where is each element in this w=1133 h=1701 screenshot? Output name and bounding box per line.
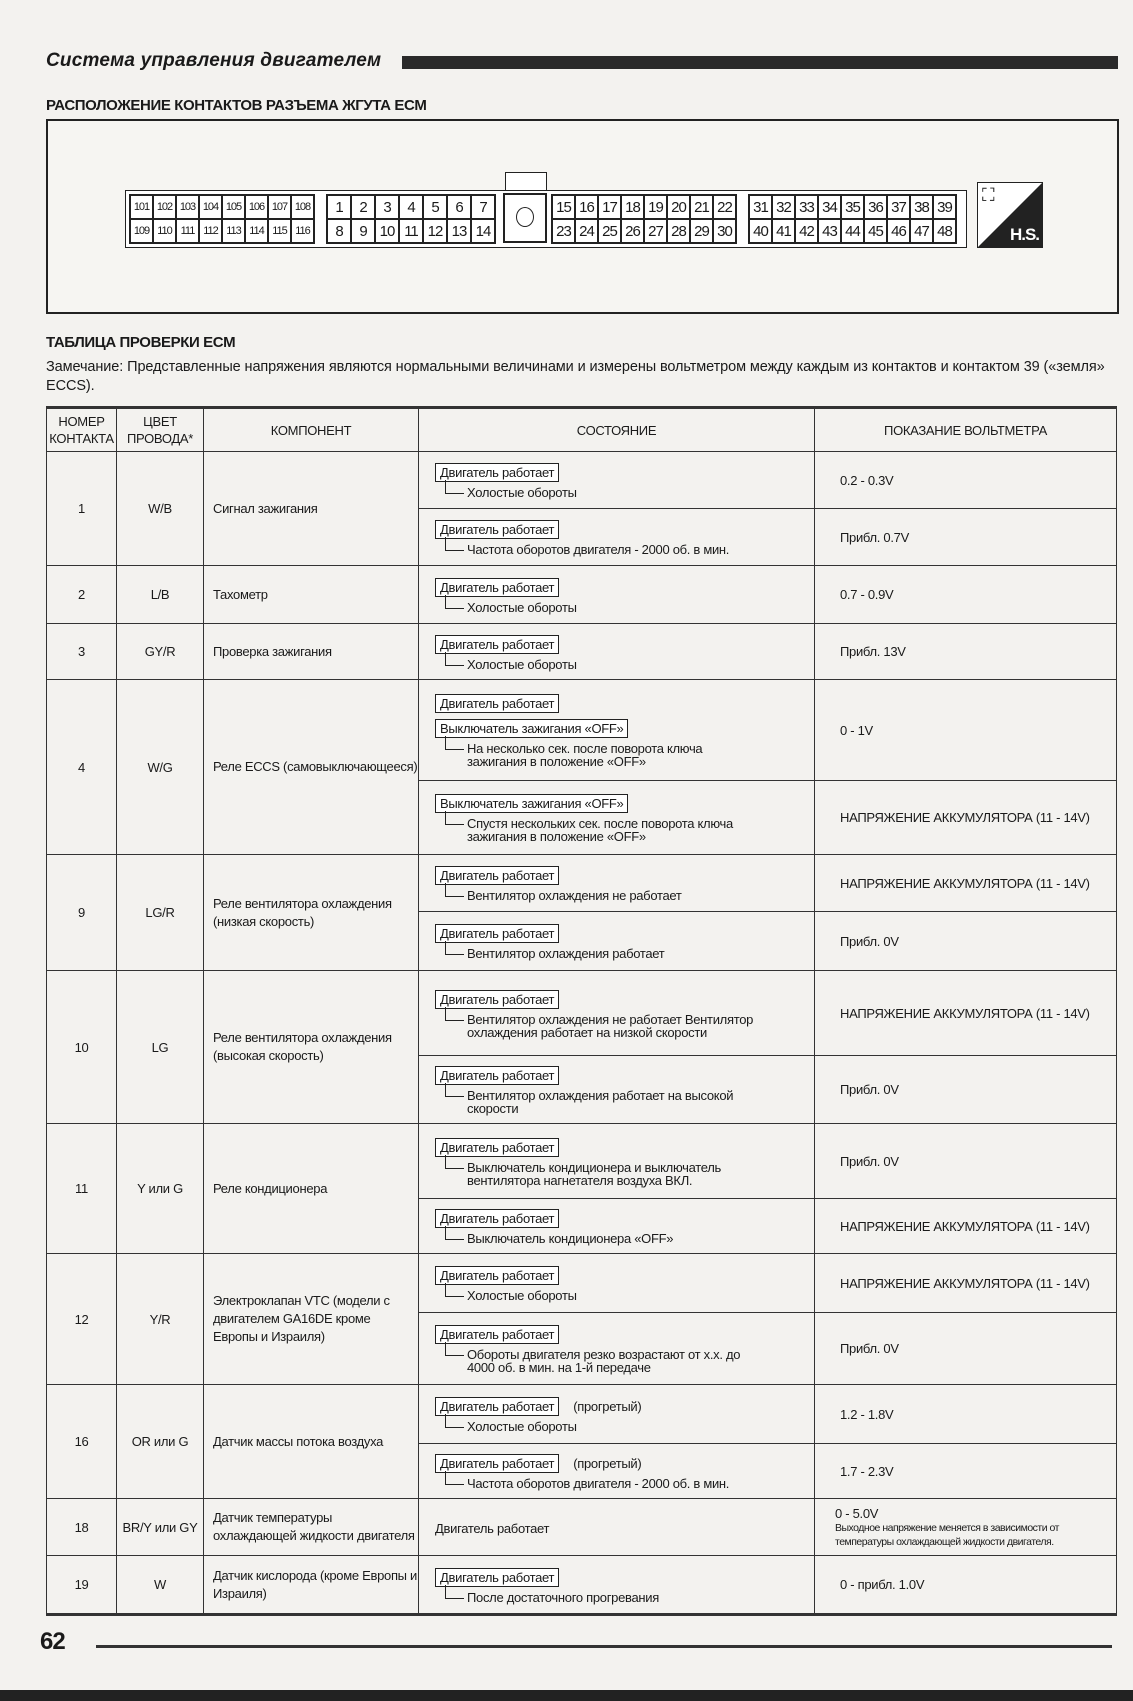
condition-line xyxy=(435,990,814,1009)
pin: 101 xyxy=(130,195,153,219)
footer-rule xyxy=(96,1645,1112,1648)
voltage-value: 0.7 - 0.9V xyxy=(840,587,894,602)
condition-line xyxy=(435,1266,814,1285)
voltage-cell xyxy=(815,509,1117,566)
condition-box: Двигатель работает xyxy=(435,1325,559,1344)
condition-branch: Выключатель кондиционера «OFF» xyxy=(445,1232,757,1245)
table-row xyxy=(47,855,1117,912)
pin: 13 xyxy=(447,219,471,243)
table-row xyxy=(47,1385,1117,1444)
pin: 42 xyxy=(795,219,818,243)
header-component: КОМПОНЕНТ xyxy=(204,408,419,452)
pin: 27 xyxy=(644,219,667,243)
connector-key xyxy=(503,193,547,243)
pin: 34 xyxy=(818,195,841,219)
pin: 8 xyxy=(327,219,351,243)
voltage-cell xyxy=(815,781,1117,855)
pin: 14 xyxy=(471,219,495,243)
condition-branch: Обороты двигателя резко возрастают от х.х. до 4000 об. в мин. на 1-й передаче xyxy=(445,1348,757,1374)
condition-branch: Вентилятор охлаждения работает xyxy=(445,947,757,960)
condition-box: Двигатель работает xyxy=(435,578,559,597)
wire-color: W xyxy=(117,1556,204,1615)
condition-line xyxy=(435,578,814,597)
pin: 107 xyxy=(268,195,291,219)
voltage-value: НАПРЯЖЕНИЕ АККУМУЛЯТОРА (11 - 14V) xyxy=(840,1275,1090,1291)
condition-branch: Холостые обороты xyxy=(445,658,757,671)
hs-label: H.S. xyxy=(1009,225,1039,244)
condition-branch: Холостые обороты xyxy=(445,1289,757,1302)
voltage-value: Прибл. 0V xyxy=(840,1153,899,1169)
pin: 24 xyxy=(575,219,598,243)
component-name: Реле ECCS (самовыключающееся) xyxy=(204,680,419,855)
pin-number: 9 xyxy=(47,855,117,971)
condition-line xyxy=(435,463,814,482)
voltage-cell xyxy=(815,1313,1117,1385)
wire-color: OR или G xyxy=(117,1385,204,1499)
wire-color: Y/R xyxy=(117,1254,204,1385)
condition-cell xyxy=(419,680,815,781)
condition-box: Двигатель работает xyxy=(435,866,559,885)
condition-cell xyxy=(419,1556,815,1615)
pin: 17 xyxy=(598,195,621,219)
voltage-value: 0 - 1V xyxy=(840,722,873,738)
condition-cell xyxy=(419,452,815,509)
condition-box: Двигатель работает xyxy=(435,1138,559,1157)
pin-number: 3 xyxy=(47,624,117,680)
condition-line xyxy=(435,1066,814,1085)
pin: 47 xyxy=(910,219,933,243)
voltage-cell xyxy=(815,452,1117,509)
pin-number: 2 xyxy=(47,566,117,624)
condition-box: Двигатель работает xyxy=(435,1209,559,1228)
table-row xyxy=(47,624,1117,680)
condition-note: (прогретый) xyxy=(573,1399,642,1414)
pin: 115 xyxy=(268,219,291,243)
condition-branch: Частота оборотов двигателя - 2000 об. в мин. xyxy=(445,1477,757,1490)
pin-number: 16 xyxy=(47,1385,117,1499)
condition-box: Двигатель работает xyxy=(435,1568,559,1587)
wire-color: W/B xyxy=(117,452,204,566)
condition-text: Двигатель работает xyxy=(435,1520,550,1536)
pin: 106 xyxy=(245,195,268,219)
condition-branch: На несколько сек. после поворота ключа зажигания в положение «OFF» xyxy=(445,742,757,768)
pin: 1 xyxy=(327,195,351,219)
condition-line xyxy=(435,1397,814,1416)
check-table-title: ТАБЛИЦА ПРОВЕРКИ ECM xyxy=(46,334,236,351)
pin: 26 xyxy=(621,219,644,243)
pin-group xyxy=(551,194,737,244)
pin: 112 xyxy=(199,219,222,243)
pin: 15 xyxy=(552,195,575,219)
component-name: Тахометр xyxy=(204,566,419,624)
voltage-value: НАПРЯЖЕНИЕ АККУМУЛЯТОРА (11 - 14V) xyxy=(840,875,1090,891)
pin: 38 xyxy=(910,195,933,219)
voltage-value: 1.2 - 1.8V xyxy=(840,1406,894,1422)
pin: 108 xyxy=(291,195,314,219)
condition-box: Двигатель работает xyxy=(435,635,559,654)
condition-line xyxy=(435,719,814,738)
voltage-value: 0 - прибл. 1.0V xyxy=(840,1577,925,1592)
pin: 5 xyxy=(423,195,447,219)
component-name: Датчик кислорода (кроме Европы и Израиля) xyxy=(204,1556,419,1615)
condition-box: Двигатель работает xyxy=(435,463,559,482)
voltage-cell xyxy=(815,1499,1117,1556)
pin: 32 xyxy=(772,195,795,219)
component-name: Электроклапан VTC (модели с двигателем GA16DE кроме Европы и Израиля) xyxy=(204,1254,419,1385)
pin: 103 xyxy=(176,195,199,219)
header-condition: СОСТОЯНИЕ xyxy=(419,408,815,452)
condition-line xyxy=(435,794,814,813)
condition-line xyxy=(435,1568,814,1587)
condition-branch: Холостые обороты xyxy=(445,486,757,499)
pin-number: 1 xyxy=(47,452,117,566)
section-title: Система управления двигателем xyxy=(46,50,382,71)
voltage-value: НАПРЯЖЕНИЕ АККУМУЛЯТОРА (11 - 14V) xyxy=(840,1218,1090,1234)
voltage-value: 0 - 5.0V xyxy=(835,1505,879,1521)
pin: 31 xyxy=(749,195,772,219)
voltage-cell xyxy=(815,971,1117,1056)
condition-cell xyxy=(419,1385,815,1444)
pin: 111 xyxy=(176,219,199,243)
table-row xyxy=(47,452,1117,509)
table-row xyxy=(47,1556,1117,1615)
condition-box: Выключатель зажигания «OFF» xyxy=(435,719,628,738)
pin: 102 xyxy=(153,195,176,219)
condition-line xyxy=(435,1138,814,1157)
pin: 23 xyxy=(552,219,575,243)
pin: 40 xyxy=(749,219,772,243)
pin: 44 xyxy=(841,219,864,243)
voltage-cell xyxy=(815,1124,1117,1199)
pin: 37 xyxy=(887,195,910,219)
pin: 7 xyxy=(471,195,495,219)
voltage-value: Прибл. 13V xyxy=(840,644,906,659)
condition-branch: Вентилятор охлаждения не работает Вентилятор охлаждения работает на низкой скорости xyxy=(445,1013,757,1039)
voltage-cell xyxy=(815,624,1117,680)
condition-box: Двигатель работает xyxy=(435,1397,559,1416)
condition-cell xyxy=(419,1313,815,1385)
condition-branch: Холостые обороты xyxy=(445,1420,757,1433)
pin-number: 10 xyxy=(47,971,117,1124)
condition-line xyxy=(435,694,814,713)
connector-icon: ⛶ xyxy=(982,185,995,205)
voltage-value: Прибл. 0V xyxy=(840,1082,899,1097)
condition-box: Двигатель работает xyxy=(435,694,559,713)
condition-branch: Выключатель кондиционера и выключатель вентилятора нагнетателя воздуха ВКЛ. xyxy=(445,1161,757,1187)
wire-color: L/B xyxy=(117,566,204,624)
voltage-cell xyxy=(815,1556,1117,1615)
check-note: Замечание: Представленные напряжения являются нормальными величинами и измерены вольтметром между каждым из контактов и контактом 39 («земля» ECCS). xyxy=(46,359,1105,394)
pin-number: 4 xyxy=(47,680,117,855)
voltage-cell xyxy=(815,1199,1117,1254)
pin: 12 xyxy=(423,219,447,243)
condition-branch: Холостые обороты xyxy=(445,601,757,614)
condition-line xyxy=(435,924,814,943)
wire-color: W/G xyxy=(117,680,204,855)
condition-line xyxy=(435,635,814,654)
condition-line xyxy=(435,1325,814,1344)
condition-cell xyxy=(419,781,815,855)
voltage-cell xyxy=(815,1056,1117,1124)
pin: 6 xyxy=(447,195,471,219)
voltage-cell xyxy=(815,1385,1117,1444)
condition-branch: Вентилятор охлаждения работает на высокой скорости xyxy=(445,1089,757,1115)
header-color: ЦВЕТ ПРОВОДА* xyxy=(117,408,204,452)
pin: 11 xyxy=(399,219,423,243)
component-name: Реле кондиционера xyxy=(204,1124,419,1254)
pin: 109 xyxy=(130,219,153,243)
pin: 39 xyxy=(933,195,956,219)
pin: 46 xyxy=(887,219,910,243)
voltage-cell xyxy=(815,855,1117,912)
component-name: Проверка зажигания xyxy=(204,624,419,680)
pin: 116 xyxy=(291,219,314,243)
voltage-value: Прибл. 0V xyxy=(840,1341,899,1356)
condition-box: Двигатель работает xyxy=(435,1454,559,1473)
wire-color: GY/R xyxy=(117,624,204,680)
condition-box: Двигатель работает xyxy=(435,520,559,539)
condition-line xyxy=(435,520,814,539)
table-row xyxy=(47,680,1117,781)
ecm-check-table xyxy=(46,406,1117,1616)
pin: 20 xyxy=(667,195,690,219)
pinout-title: РАСПОЛОЖЕНИЕ КОНТАКТОВ РАЗЪЕМА ЖГУТА ECM xyxy=(46,97,427,114)
pin: 4 xyxy=(399,195,423,219)
voltage-note: Выходное напряжение меняется в зависимости от температуры охлаждающей жидкости двигателя. xyxy=(835,1521,1059,1548)
pin: 105 xyxy=(222,195,245,219)
header-bar xyxy=(402,56,1118,69)
pin: 33 xyxy=(795,195,818,219)
pin-number: 12 xyxy=(47,1254,117,1385)
voltage-value: 1.7 - 2.3V xyxy=(840,1463,894,1479)
header-voltage: ПОКАЗАНИЕ ВОЛЬТМЕТРА xyxy=(815,408,1117,452)
voltage-value: НАПРЯЖЕНИЕ АККУМУЛЯТОРА (11 - 14V) xyxy=(840,810,1090,825)
table-row xyxy=(47,1124,1117,1199)
condition-branch: Частота оборотов двигателя - 2000 об. в мин. xyxy=(445,543,757,556)
pin: 41 xyxy=(772,219,795,243)
component-name: Датчик температуры охлаждающей жидкости двигателя xyxy=(204,1499,419,1556)
pin: 25 xyxy=(598,219,621,243)
voltage-cell xyxy=(815,1444,1117,1499)
key-circle-icon xyxy=(516,207,534,227)
wire-color: LG xyxy=(117,971,204,1124)
component-name: Реле вентилятора охлаждения (высокая скорость) xyxy=(204,971,419,1124)
voltage-value: 0.2 - 0.3V xyxy=(840,472,894,488)
condition-cell xyxy=(419,971,815,1056)
condition-box: Двигатель работает xyxy=(435,1266,559,1285)
pin: 22 xyxy=(713,195,736,219)
condition-cell xyxy=(419,1124,815,1199)
page-number: 62 xyxy=(40,1628,65,1655)
condition-branch: Вентилятор охлаждения не работает xyxy=(445,889,757,902)
condition-cell xyxy=(419,566,815,624)
pin: 35 xyxy=(841,195,864,219)
condition-box: Двигатель работает xyxy=(435,1066,559,1085)
condition-cell xyxy=(419,1199,815,1254)
condition-box: Двигатель работает xyxy=(435,990,559,1009)
pin: 104 xyxy=(199,195,222,219)
pin: 43 xyxy=(818,219,841,243)
pin: 48 xyxy=(933,219,956,243)
condition-cell xyxy=(419,1444,815,1499)
condition-cell xyxy=(419,855,815,912)
pin: 16 xyxy=(575,195,598,219)
table-row xyxy=(47,1254,1117,1313)
pin: 113 xyxy=(222,219,245,243)
condition-note: (прогретый) xyxy=(573,1456,642,1471)
voltage-cell xyxy=(815,680,1117,781)
condition-cell xyxy=(419,912,815,971)
pin: 21 xyxy=(690,195,713,219)
table-row xyxy=(47,566,1117,624)
pin-group xyxy=(748,194,957,244)
condition-cell xyxy=(419,1254,815,1313)
voltage-value: Прибл. 0.7V xyxy=(840,529,909,545)
condition-line xyxy=(435,866,814,885)
condition-branch: После достаточного прогревания xyxy=(445,1591,757,1604)
pin: 10 xyxy=(375,219,399,243)
condition-line xyxy=(435,1454,814,1473)
pin: 29 xyxy=(690,219,713,243)
condition-cell xyxy=(419,624,815,680)
pin: 28 xyxy=(667,219,690,243)
pin: 114 xyxy=(245,219,268,243)
pin: 110 xyxy=(153,219,176,243)
wire-color: BR/Y или GY xyxy=(117,1499,204,1556)
pin-number: 11 xyxy=(47,1124,117,1254)
condition-line xyxy=(435,1209,814,1228)
pin: 45 xyxy=(864,219,887,243)
table-row xyxy=(47,1499,1117,1556)
pin: 18 xyxy=(621,195,644,219)
condition-branch: Спустя нескольких сек. после поворота ключа зажигания в положение «OFF» xyxy=(445,817,757,843)
pin-group xyxy=(326,194,496,244)
condition-box: Выключатель зажигания «OFF» xyxy=(435,794,628,813)
condition-cell xyxy=(419,1499,815,1556)
voltage-cell xyxy=(815,1254,1117,1313)
pin: 9 xyxy=(351,219,375,243)
wire-color: LG/R xyxy=(117,855,204,971)
component-name: Сигнал зажигания xyxy=(204,452,419,566)
condition-cell xyxy=(419,509,815,566)
voltage-cell xyxy=(815,566,1117,624)
pin-number: 19 xyxy=(47,1556,117,1615)
pin: 3 xyxy=(375,195,399,219)
pin-number: 18 xyxy=(47,1499,117,1556)
component-name: Реле вентилятора охлаждения (низкая скорость) xyxy=(204,855,419,971)
header-pin: НОМЕР КОНТАКТА xyxy=(47,408,117,452)
pin: 30 xyxy=(713,219,736,243)
scan-edge xyxy=(0,1690,1133,1701)
component-name: Датчик массы потока воздуха xyxy=(204,1385,419,1499)
pin: 36 xyxy=(864,195,887,219)
voltage-value: Прибл. 0V xyxy=(840,933,899,949)
pin: 2 xyxy=(351,195,375,219)
condition-cell xyxy=(419,1056,815,1124)
condition-box: Двигатель работает xyxy=(435,924,559,943)
pin: 19 xyxy=(644,195,667,219)
voltage-value: НАПРЯЖЕНИЕ АККУМУЛЯТОРА (11 - 14V) xyxy=(840,1005,1090,1021)
hs-badge xyxy=(977,182,1043,248)
pin-group xyxy=(129,194,315,244)
table-row xyxy=(47,971,1117,1056)
wire-color: Y или G xyxy=(117,1124,204,1254)
voltage-cell xyxy=(815,912,1117,971)
